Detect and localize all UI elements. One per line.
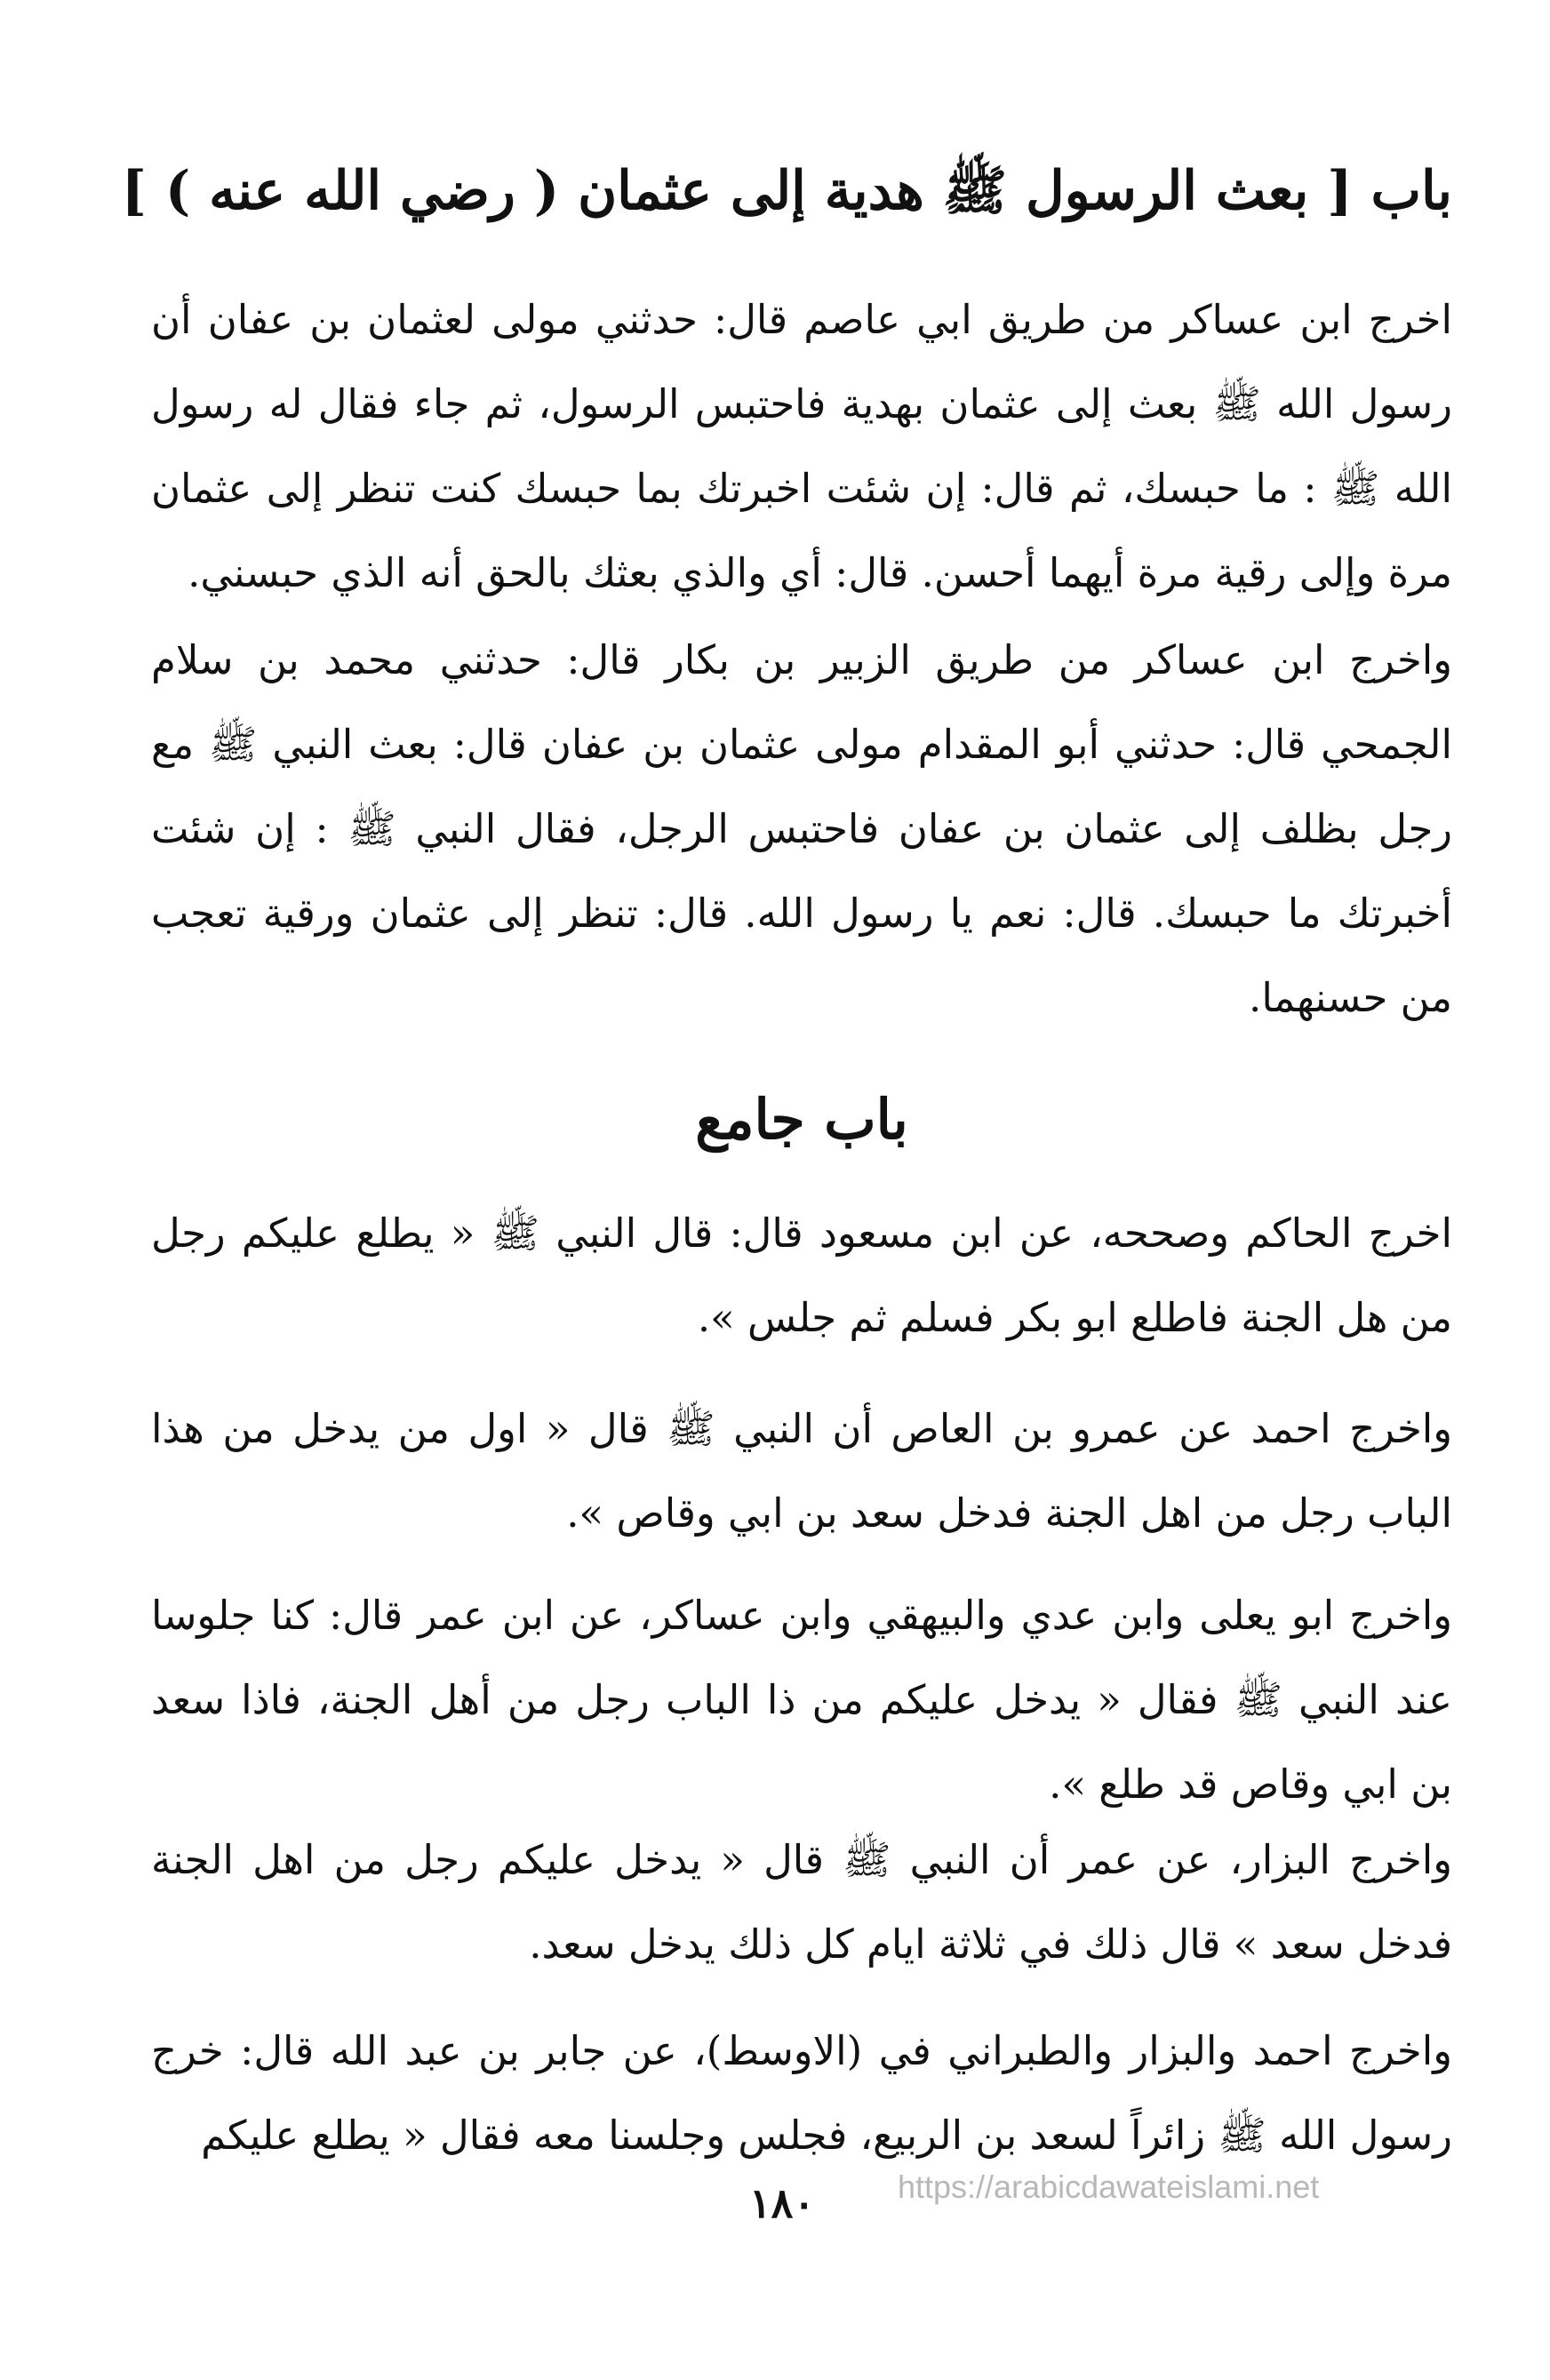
- paragraph-general-1: اخرج الحاكم وصححه، عن ابن مسعود قال: قال النبي ﷺ « يطلع عليكم رجل من هل الجنة فاطلع ابو بكر فسلم ثم جلس ».: [151, 1210, 1452, 1341]
- paragraph-gift-2: واخرج ابن عساكر من طريق الزبير بن بكار قال: حدثني محمد بن سلام الجمحي قال: حدثني أبو المقدام مولى عثمان بن عفان قال: بعث النبي ﷺ مع رجل بظلف إلى عثمان بن عفان فاحتبس الرجل، فقال النبي ﷺ : إن شئت أخبرتك ما حبسك. قال: نعم يا رسول الله. قال: تنظر إلى عثمان ورقية تعجب من حسنهما.: [151, 636, 1452, 1021]
- paragraph-general-4: واخرج البزار، عن عمر أن النبي ﷺ قال « يدخل عليكم رجل من اهل الجنة فدخل سعد » قال ذلك في ثلاثة ايام كل ذلك يدخل سعد.: [151, 1836, 1452, 1968]
- chapter-heading-gift: باب [ بعث الرسول ﷺ هدية إلى عثمان ( رضي الله عنه ) ]: [121, 160, 1452, 222]
- chapter-heading-general: باب جامع: [695, 1087, 908, 1152]
- paragraph-general-5: واخرج احمد والبزار والطبراني في (الاوسط)، عن جابر بن عبد الله قال: خرج رسول الله ﷺ زائراً لسعد بن الربيع، فجلس وجلسنا معه فقال « يطلع عليكم: [151, 2027, 1452, 2159]
- watermark-url: https://arabicdawateislami.net: [898, 2168, 1320, 2205]
- paragraph-general-3: واخرج ابو يعلى وابن عدي والبيهقي وابن عساكر، عن ابن عمر قال: كنا جلوسا عند النبي ﷺ فقال « يدخل عليكم من ذا الباب رجل من أهل الجنة، فاذا سعد بن ابي وقاص قد طلع ».: [151, 1592, 1452, 1808]
- paragraph-gift-1: اخرج ابن عساكر من طريق ابي عاصم قال: حدثني مولى لعثمان بن عفان أن رسول الله ﷺ بعث إلى عثمان بهدية فاحتبس الرسول، ثم جاء فقال له رسول الله ﷺ : ما حبسك، ثم قال: إن شئت اخبرتك بما حبسك كنت تنظر إلى عثمان مرة وإلى رقية مرة أيهما أحسن. قال: أي والذي بعثك بالحق أنه الذي حبسني.: [151, 296, 1452, 596]
- paragraph-general-2: واخرج احمد عن عمرو بن العاص أن النبي ﷺ قال « اول من يدخل من هذا الباب رجل من اهل الجنة فدخل سعد بن ابي وقاص ».: [151, 1405, 1452, 1537]
- page-number: ١٨٠: [748, 2179, 816, 2227]
